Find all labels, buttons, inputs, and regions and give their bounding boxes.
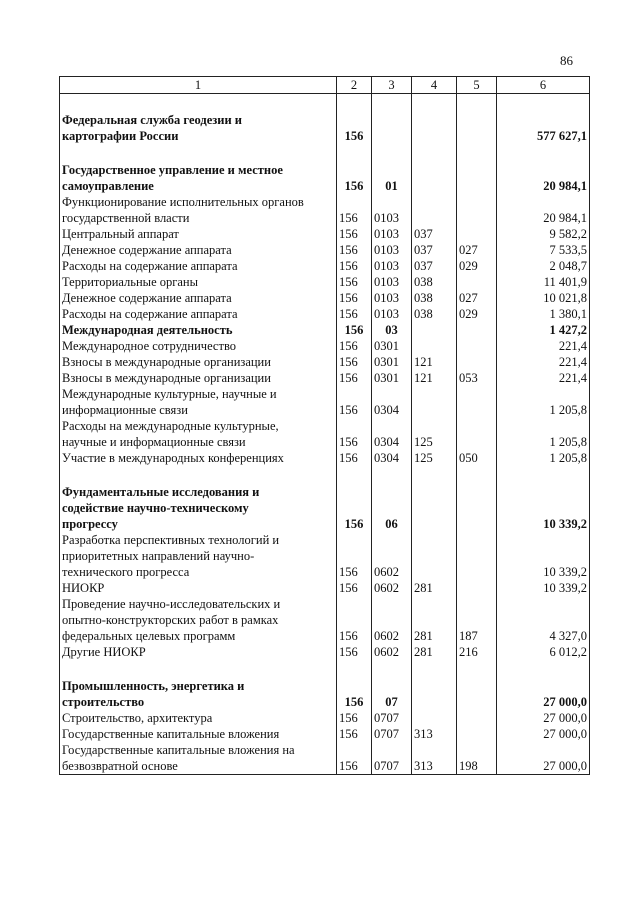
- expense-code: [457, 112, 497, 144]
- section-code: 0301: [372, 354, 412, 370]
- row-description: [60, 322, 337, 338]
- amount: 9 582,2: [497, 226, 590, 242]
- target-code: [412, 322, 457, 338]
- amount: 221,4: [497, 354, 590, 370]
- header-cell-2: 2: [337, 77, 372, 94]
- section-code: 0103: [372, 242, 412, 258]
- expense-code: [457, 710, 497, 726]
- description-line: безвозвратной основе: [62, 759, 178, 773]
- description-line: Денежное содержание аппарата: [62, 291, 232, 305]
- description-line: Другие НИОКР: [62, 645, 146, 659]
- table-body: [60, 94, 590, 775]
- spacer-cell: [497, 94, 590, 113]
- description-line: Международное сотрудничество: [62, 339, 237, 353]
- section-code: 0707: [372, 710, 412, 726]
- table-row: [60, 418, 590, 450]
- target-code: [412, 194, 457, 226]
- amount: 577 627,1: [497, 112, 590, 144]
- section-code: 0602: [372, 532, 412, 580]
- spacer-row: [60, 466, 590, 484]
- target-code: 281: [412, 580, 457, 596]
- amount: 27 000,0: [497, 678, 590, 710]
- ministry-code: 156: [337, 450, 372, 466]
- section-code: 01: [372, 162, 412, 194]
- row-description: [60, 274, 337, 290]
- description-line: Расходы на содержание аппарата: [62, 307, 238, 321]
- section-code: 0103: [372, 274, 412, 290]
- ministry-code: 156: [337, 162, 372, 194]
- expense-code: [457, 226, 497, 242]
- ministry-code: 156: [337, 194, 372, 226]
- expense-code: 053: [457, 370, 497, 386]
- table-row: [60, 596, 590, 644]
- section-row: [60, 484, 590, 532]
- ministry-code: 156: [337, 258, 372, 274]
- expense-code: [457, 322, 497, 338]
- expense-code: 027: [457, 290, 497, 306]
- section-code: 0103: [372, 306, 412, 322]
- description-line: опытно-конструкторских работ в рамках: [62, 613, 279, 627]
- ministry-code: 156: [337, 596, 372, 644]
- expense-code: 050: [457, 450, 497, 466]
- spacer-cell: [457, 660, 497, 678]
- amount: 10 339,2: [497, 484, 590, 532]
- table-row: [60, 710, 590, 726]
- row-description: [60, 580, 337, 596]
- header-cell-6: 6: [497, 77, 590, 94]
- target-code: 121: [412, 370, 457, 386]
- description-line: Международные культурные, научные и: [62, 387, 277, 401]
- row-description: [60, 596, 337, 644]
- section-code: 0301: [372, 338, 412, 354]
- header-cell-4: 4: [412, 77, 457, 94]
- section-code: 06: [372, 484, 412, 532]
- target-code: 281: [412, 644, 457, 660]
- spacer-cell: [412, 660, 457, 678]
- section-row: [60, 322, 590, 338]
- ministry-code: 156: [337, 306, 372, 322]
- row-description: [60, 162, 337, 194]
- section-code: 0304: [372, 386, 412, 418]
- description-line: Участие в международных конференциях: [62, 451, 284, 465]
- table-row: [60, 644, 590, 660]
- description-line: информационные связи: [62, 403, 188, 417]
- ministry-code: 156: [337, 644, 372, 660]
- ministry-code: 156: [337, 678, 372, 710]
- amount: 1 205,8: [497, 418, 590, 450]
- amount: 7 533,5: [497, 242, 590, 258]
- expense-code: 027: [457, 242, 497, 258]
- description-line: строительство: [62, 695, 145, 709]
- ministry-code: 156: [337, 386, 372, 418]
- description-line: Проведение научно-исследовательских и: [62, 597, 281, 611]
- spacer-cell: [337, 144, 372, 162]
- table-row: [60, 306, 590, 322]
- spacer-cell: [372, 466, 412, 484]
- table-row: [60, 242, 590, 258]
- description-line: Государственные капитальные вложения: [62, 727, 280, 741]
- table-row: [60, 274, 590, 290]
- amount: 4 327,0: [497, 596, 590, 644]
- expense-code: [457, 338, 497, 354]
- description-line: государственной власти: [62, 211, 190, 225]
- spacer-cell: [60, 660, 337, 678]
- page-number: 86: [560, 53, 573, 68]
- spacer-row: [60, 144, 590, 162]
- table-row: [60, 450, 590, 466]
- amount: 1 205,8: [497, 386, 590, 418]
- table-row: [60, 226, 590, 242]
- ministry-code: 156: [337, 354, 372, 370]
- row-description: [60, 242, 337, 258]
- ministry-code: 156: [337, 242, 372, 258]
- ministry-code: 156: [337, 742, 372, 775]
- target-code: [412, 338, 457, 354]
- description-line: Денежное содержание аппарата: [62, 243, 232, 257]
- table-row: [60, 290, 590, 306]
- section-code: 03: [372, 322, 412, 338]
- section-code: 07: [372, 678, 412, 710]
- ministry-code: 156: [337, 338, 372, 354]
- amount: 11 401,9: [497, 274, 590, 290]
- section-code: 0602: [372, 644, 412, 660]
- ministry-code: 156: [337, 418, 372, 450]
- target-code: [412, 112, 457, 144]
- section-code: 0301: [372, 370, 412, 386]
- amount: 1 427,2: [497, 322, 590, 338]
- description-line: технического прогресса: [62, 565, 190, 579]
- ministry-code: 156: [337, 726, 372, 742]
- amount: 1 205,8: [497, 450, 590, 466]
- description-line: Фундаментальные исследования и: [62, 485, 260, 499]
- description-line: Государственные капитальные вложения на: [62, 743, 295, 757]
- table-row: [60, 338, 590, 354]
- expense-code: [457, 274, 497, 290]
- ministry-code: 156: [337, 226, 372, 242]
- row-description: [60, 258, 337, 274]
- table-row: [60, 742, 590, 775]
- section-code: 0103: [372, 258, 412, 274]
- expense-code: [457, 484, 497, 532]
- target-code: 281: [412, 596, 457, 644]
- amount: 221,4: [497, 370, 590, 386]
- description-line: федеральных целевых программ: [62, 629, 236, 643]
- target-code: 125: [412, 450, 457, 466]
- expense-code: [457, 580, 497, 596]
- description-line: Центральный аппарат: [62, 227, 179, 241]
- budget-table: [59, 76, 590, 775]
- target-code: 125: [412, 418, 457, 450]
- row-description: [60, 290, 337, 306]
- section-code: 0103: [372, 290, 412, 306]
- description-line: Международная деятельность: [62, 323, 233, 337]
- amount: 221,4: [497, 338, 590, 354]
- target-code: 313: [412, 726, 457, 742]
- target-code: [412, 678, 457, 710]
- target-code: 037: [412, 226, 457, 242]
- spacer-cell: [457, 466, 497, 484]
- target-code: [412, 710, 457, 726]
- spacer-cell: [60, 144, 337, 162]
- row-description: [60, 338, 337, 354]
- expense-code: [457, 532, 497, 580]
- target-code: 037: [412, 258, 457, 274]
- spacer-cell: [372, 660, 412, 678]
- description-line: Взносы в международные организации: [62, 355, 271, 369]
- ministry-code: 156: [337, 580, 372, 596]
- table-row: [60, 194, 590, 226]
- spacer-cell: [412, 94, 457, 113]
- description-line: Функционирование исполнительных органов: [62, 195, 304, 209]
- description-line: прогрессу: [62, 517, 118, 531]
- ministry-code: 156: [337, 484, 372, 532]
- section-code: 0707: [372, 742, 412, 775]
- amount: 20 984,1: [497, 162, 590, 194]
- spacer-cell: [337, 466, 372, 484]
- spacer-cell: [457, 144, 497, 162]
- section-code: 0304: [372, 450, 412, 466]
- target-code: 313: [412, 742, 457, 775]
- spacer-cell: [372, 94, 412, 113]
- description-line: Государственное управление и местное: [62, 163, 283, 177]
- ministry-code: 156: [337, 532, 372, 580]
- amount: 27 000,0: [497, 710, 590, 726]
- amount: 27 000,0: [497, 742, 590, 775]
- amount: 10 339,2: [497, 580, 590, 596]
- row-description: [60, 306, 337, 322]
- amount: 10 021,8: [497, 290, 590, 306]
- section-code: 0707: [372, 726, 412, 742]
- ministry-code: 156: [337, 112, 372, 144]
- description-line: Территориальные органы: [62, 275, 199, 289]
- target-code: [412, 386, 457, 418]
- header-cell-1: 1: [60, 77, 337, 94]
- section-row: [60, 162, 590, 194]
- description-line: приоритетных направлений научно-: [62, 549, 255, 563]
- expense-code: 187: [457, 596, 497, 644]
- target-code: 121: [412, 354, 457, 370]
- row-description: [60, 710, 337, 726]
- row-description: [60, 226, 337, 242]
- table-row: [60, 258, 590, 274]
- spacer-cell: [372, 144, 412, 162]
- description-line: Промышленность, энергетика и: [62, 679, 245, 693]
- row-description: [60, 370, 337, 386]
- expense-code: [457, 162, 497, 194]
- section-code: 0304: [372, 418, 412, 450]
- section-code: 0103: [372, 194, 412, 226]
- expense-code: [457, 386, 497, 418]
- expense-code: 029: [457, 258, 497, 274]
- row-description: [60, 112, 337, 144]
- section-code: 0103: [372, 226, 412, 242]
- table-row: [60, 386, 590, 418]
- description-line: Взносы в международные организации: [62, 371, 271, 385]
- spacer-cell: [497, 660, 590, 678]
- expense-code: [457, 418, 497, 450]
- row-description: [60, 450, 337, 466]
- row-description: [60, 532, 337, 580]
- target-code: [412, 484, 457, 532]
- target-code: 038: [412, 274, 457, 290]
- row-description: [60, 484, 337, 532]
- row-description: [60, 742, 337, 775]
- amount: 2 048,7: [497, 258, 590, 274]
- description-line: Разработка перспективных технологий и: [62, 533, 280, 547]
- target-code: 037: [412, 242, 457, 258]
- row-description: [60, 678, 337, 710]
- spacer-cell: [60, 466, 337, 484]
- ministry-code: 156: [337, 370, 372, 386]
- amount: 1 380,1: [497, 306, 590, 322]
- section-code: 0602: [372, 596, 412, 644]
- header-row: [60, 77, 590, 94]
- spacer-cell: [497, 466, 590, 484]
- expense-code: 216: [457, 644, 497, 660]
- spacer-row: [60, 660, 590, 678]
- target-code: [412, 162, 457, 194]
- spacer-row: [60, 94, 590, 113]
- description-line: содействие научно-техническому: [62, 501, 249, 515]
- header-cell-3: 3: [372, 77, 412, 94]
- expense-code: [457, 354, 497, 370]
- description-line: самоуправление: [62, 179, 154, 193]
- row-description: [60, 354, 337, 370]
- description-line: Федеральная служба геодезии и: [62, 113, 243, 127]
- section-row: [60, 112, 590, 144]
- amount: 20 984,1: [497, 194, 590, 226]
- spacer-cell: [337, 660, 372, 678]
- section-code: 0602: [372, 580, 412, 596]
- table-row: [60, 354, 590, 370]
- ministry-code: 156: [337, 322, 372, 338]
- description-line: НИОКР: [62, 581, 105, 595]
- description-line: Расходы на международные культурные,: [62, 419, 279, 433]
- row-description: [60, 418, 337, 450]
- amount: 27 000,0: [497, 726, 590, 742]
- spacer-cell: [337, 94, 372, 113]
- table-row: [60, 370, 590, 386]
- row-description: [60, 726, 337, 742]
- header-cell-5: 5: [457, 77, 497, 94]
- spacer-cell: [60, 94, 337, 113]
- amount: 10 339,2: [497, 532, 590, 580]
- row-description: [60, 194, 337, 226]
- description-line: Строительство, архитектура: [62, 711, 213, 725]
- spacer-cell: [457, 94, 497, 113]
- amount: 6 012,2: [497, 644, 590, 660]
- ministry-code: 156: [337, 274, 372, 290]
- table-row: [60, 580, 590, 596]
- description-line: Расходы на содержание аппарата: [62, 259, 238, 273]
- description-line: научные и информационные связи: [62, 435, 246, 449]
- expense-code: [457, 726, 497, 742]
- table-row: [60, 726, 590, 742]
- spacer-cell: [412, 144, 457, 162]
- expense-code: [457, 678, 497, 710]
- expense-code: 029: [457, 306, 497, 322]
- ministry-code: 156: [337, 710, 372, 726]
- description-line: картографии России: [62, 129, 179, 143]
- expense-code: [457, 194, 497, 226]
- row-description: [60, 644, 337, 660]
- spacer-cell: [412, 466, 457, 484]
- section-code: [372, 112, 412, 144]
- target-code: 038: [412, 290, 457, 306]
- row-description: [60, 386, 337, 418]
- ministry-code: 156: [337, 290, 372, 306]
- target-code: [412, 532, 457, 580]
- section-row: [60, 678, 590, 710]
- spacer-cell: [497, 144, 590, 162]
- expense-code: 198: [457, 742, 497, 775]
- table-row: [60, 532, 590, 580]
- target-code: 038: [412, 306, 457, 322]
